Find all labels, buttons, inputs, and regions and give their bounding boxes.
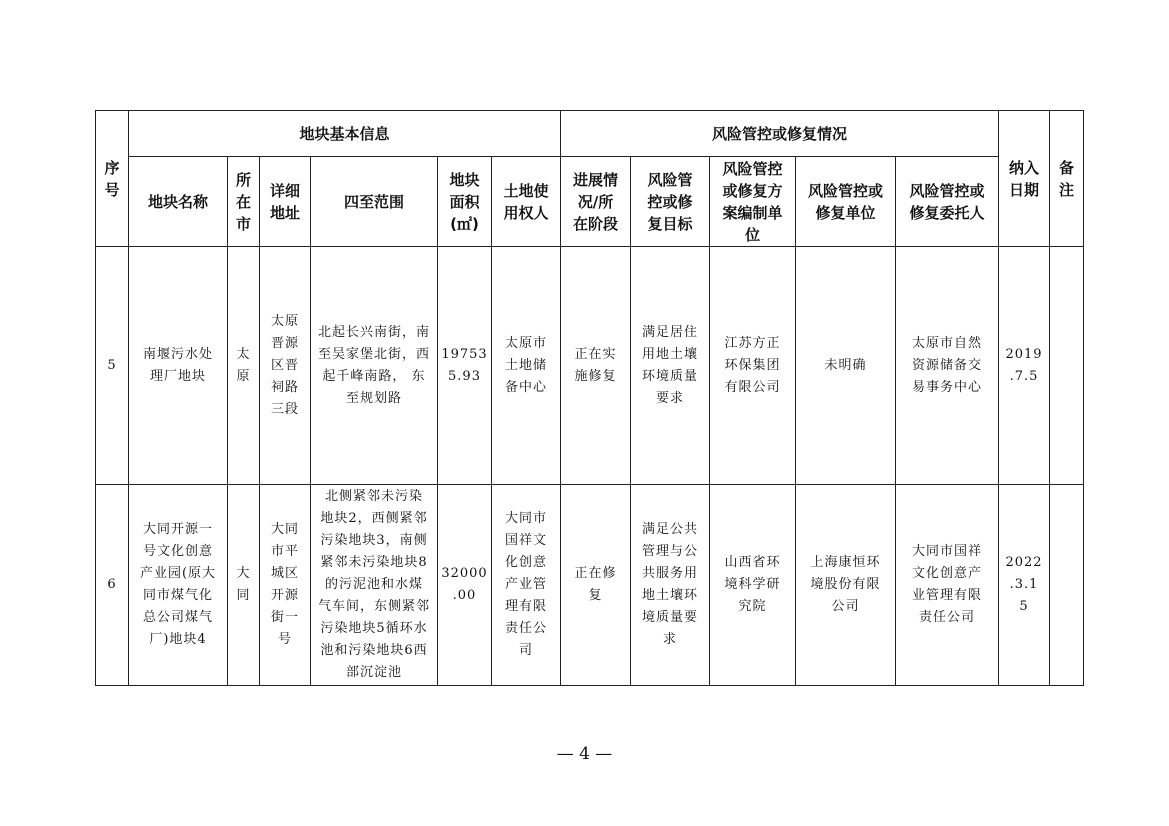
cell-progress: 正在修 复	[561, 485, 631, 686]
cell-target: 满足公共 管理与公 共服务用 地土壤环 境质量要 求	[631, 485, 710, 686]
cell-client: 太原市自然 资源储备交 易事务中心	[896, 247, 999, 485]
header-progress: 进展情 况/所 在阶段	[561, 157, 631, 247]
cell-remark	[1050, 485, 1084, 686]
header-plan-unit: 风险管控 或修复方 案编制单 位	[710, 157, 796, 247]
cell-address: 太原 晋源 区晋 祠路 三段	[260, 247, 311, 485]
cell-bounds: 北起长兴南街，南 至吴家堡北街，西 起千峰南路， 东 至规划路	[311, 247, 438, 485]
cell-remark	[1050, 247, 1084, 485]
cell-plan-unit: 山西省环 境科学研 究院	[710, 485, 796, 686]
cell-client: 大同市国祥 文化创意产 业管理有限 责任公司	[896, 485, 999, 686]
header-name: 地块名称	[129, 157, 228, 247]
site-table	[95, 110, 1084, 686]
table-row	[96, 247, 1084, 485]
cell-date: 2019 .7.5	[999, 247, 1050, 485]
cell-seq: 6	[96, 485, 129, 686]
cell-owner: 大同市 国祥文 化创意 产业管 理有限 责任公 司	[492, 485, 561, 686]
cell-name: 南堰污水处 理厂地块	[129, 247, 228, 485]
cell-city: 太 原	[228, 247, 260, 485]
cell-plan-unit: 江苏方正 环保集团 有限公司	[710, 247, 796, 485]
cell-date: 2022 .3.1 5	[999, 485, 1050, 686]
cell-area: 32000 .00	[438, 485, 492, 686]
table-row	[96, 485, 1084, 686]
header-remark: 备 注	[1050, 111, 1084, 247]
cell-seq: 5	[96, 247, 129, 485]
header-group-basic: 地块基本信息	[129, 111, 561, 157]
cell-owner: 太原市 土地储 备中心	[492, 247, 561, 485]
page-number: — 4 —	[556, 744, 613, 764]
cell-exec-unit: 上海康恒环 境股份有限 公司	[796, 485, 896, 686]
cell-exec-unit: 未明确	[796, 247, 896, 485]
cell-city: 大 同	[228, 485, 260, 686]
header-group-risk: 风险管控或修复情况	[561, 111, 999, 157]
header-date: 纳入 日期	[999, 111, 1050, 247]
cell-bounds: 北侧紧邻未污染 地块2，西侧紧邻 污染地块3，南侧 紧邻未污染地块8 的污泥池和水煤 气车间，东侧紧邻 污染地块5循环水 池和污染地块6西 部沉淀池	[311, 485, 438, 686]
cell-area: 19753 5.93	[438, 247, 492, 485]
header-city: 所 在 市	[228, 157, 260, 247]
header-owner: 土地使 用权人	[492, 157, 561, 247]
header-seq: 序 号	[96, 111, 129, 247]
cell-address: 大同 市平 城区 开源 街一 号	[260, 485, 311, 686]
header-area: 地块 面积 (㎡)	[438, 157, 492, 247]
cell-progress: 正在实 施修复	[561, 247, 631, 485]
cell-target: 满足居住 用地土壤 环境质量 要求	[631, 247, 710, 485]
cell-name: 大同开源一 号文化创意 产业园(原大 同市煤气化 总公司煤气 厂)地块4	[129, 485, 228, 686]
header-address: 详细 地址	[260, 157, 311, 247]
header-client: 风险管控或 修复委托人	[896, 157, 999, 247]
header-exec-unit: 风险管控或 修复单位	[796, 157, 896, 247]
header-bounds: 四至范围	[311, 157, 438, 247]
header-target: 风险管 控或修 复目标	[631, 157, 710, 247]
